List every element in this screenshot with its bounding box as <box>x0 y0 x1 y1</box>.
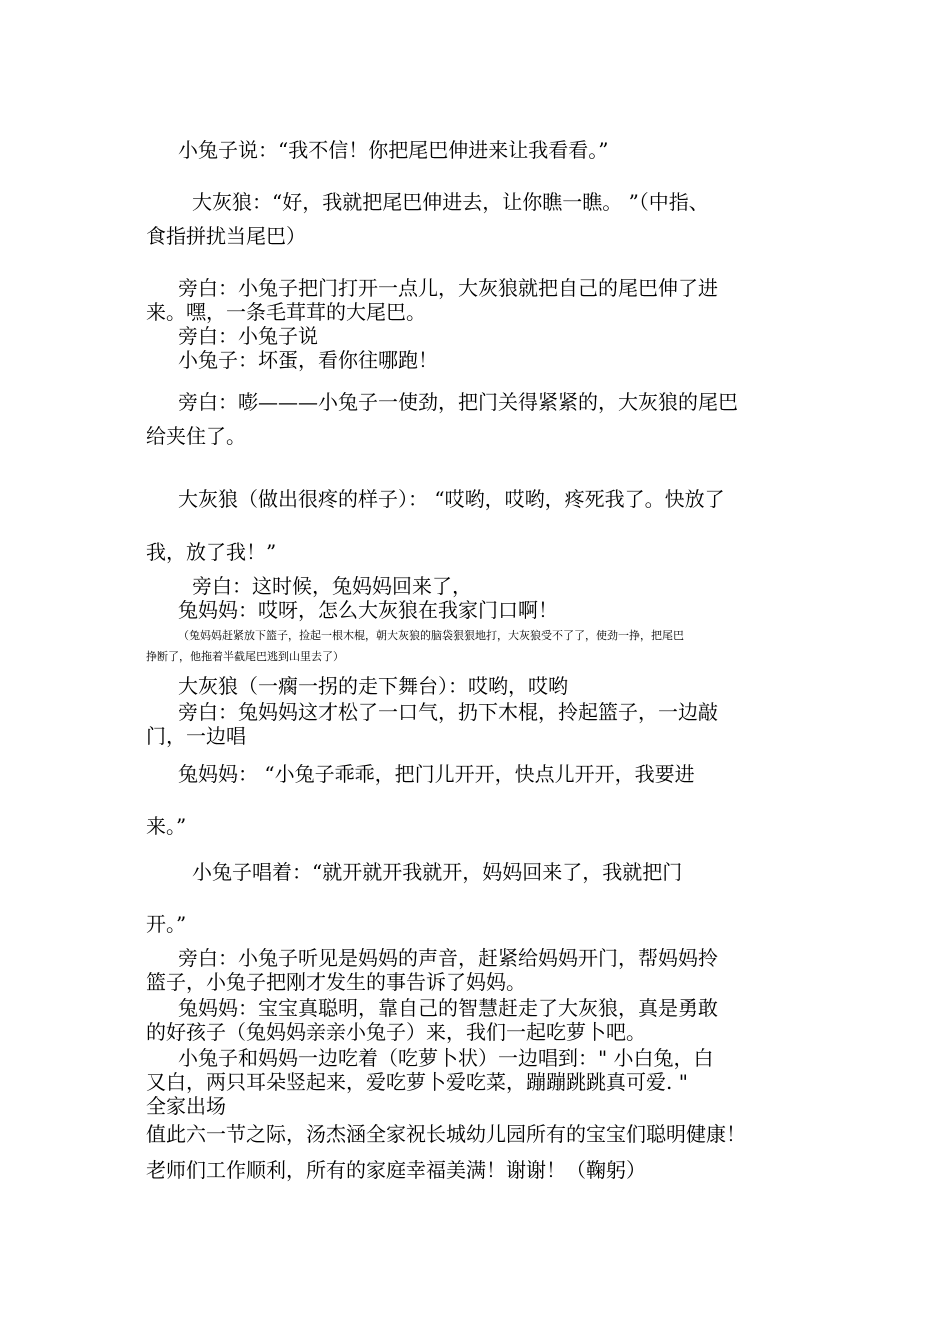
text-line: 大灰狼（做出很疼的样子）： “哎哟，哎哟，疼死我了。快放了 <box>178 487 725 511</box>
text-line: 门，一边唱 <box>146 724 246 748</box>
text-line: 旁白：小兔子说 <box>178 324 318 348</box>
text-line: 小兔子和妈妈一边吃着（吃萝卜状）一边唱到：" 小白兔，白 <box>178 1046 714 1070</box>
text-line: 兔妈妈： “小兔子乖乖，把门儿开开，快点儿开开，我要进 <box>178 762 695 786</box>
text-line: 兔妈妈：哎呀，怎么大灰狼在我家门口啊！ <box>178 598 558 622</box>
text-line: 值此六一节之际，汤杰涵全家祝长城幼儿园所有的宝宝们聪明健康！ <box>146 1122 746 1146</box>
text-line: 大灰狼：“好，我就把尾巴伸进去，让你瞧一瞧。 ”（中指、 <box>192 190 709 214</box>
text-line: 篮子，小兔子把刚才发生的事告诉了妈妈。 <box>146 970 526 994</box>
text-line: 给夹住了。 <box>146 424 246 448</box>
text-line: 又白，两只耳朵竖起来，爱吃萝卜爱吃菜，蹦蹦跳跳真可爱. " <box>146 1070 688 1094</box>
text-line: 旁白：小兔子听见是妈妈的声音，赶紧给妈妈开门，帮妈妈拎 <box>178 946 718 970</box>
text-line: 全家出场 <box>146 1094 226 1118</box>
text-line: 食指拼扰当尾巴） <box>146 224 306 248</box>
text-line: 小兔子唱着：“就开就开我就开，妈妈回来了，我就把门 <box>192 860 683 884</box>
text-line: 旁白：小兔子把门打开一点儿，大灰狼就把自己的尾巴伸了进 <box>178 276 718 300</box>
text-line: 老师们工作顺利，所有的家庭幸福美满！谢谢！（鞠躬） <box>146 1158 646 1182</box>
text-line: 来。嘿，一条毛茸茸的大尾巴。 <box>146 300 426 324</box>
text-line: 小兔子：坏蛋，看你往哪跑！ <box>178 348 438 372</box>
text-line: 大灰狼（一瘸一拐的走下舞台）：哎哟，哎哟 <box>178 674 568 698</box>
text-line: 来。” <box>146 814 187 838</box>
text-line: 我，放了我！” <box>146 540 277 564</box>
text-line: 旁白：嘭———小兔子一使劲，把门关得紧紧的，大灰狼的尾巴 <box>178 390 738 414</box>
text-line: 兔妈妈：宝宝真聪明，靠自己的智慧赶走了大灰狼，真是勇敢 <box>178 996 718 1020</box>
text-line: 小兔子说：“我不信！你把尾巴伸进来让我看看。” <box>178 138 609 162</box>
text-line: 旁白：兔妈妈这才松了一口气，扔下木棍，拎起篮子，一边敲 <box>178 700 718 724</box>
text-line: 开。” <box>146 912 187 936</box>
text-line: 的好孩子（兔妈妈亲亲小兔子）来，我们一起吃萝卜吧。 <box>146 1020 646 1044</box>
stage-direction-line: （兔妈妈赶紧放下篮子，捡起一根木棍，朝大灰狼的脑袋狠狠地打，大灰狼受不了了，使劲一挣，把尾巴 <box>178 629 684 642</box>
stage-direction-line: 挣断了，他拖着半截尾巴逃到山里去了） <box>146 650 344 663</box>
text-line: 旁白：这时候，兔妈妈回来了， <box>192 574 472 598</box>
